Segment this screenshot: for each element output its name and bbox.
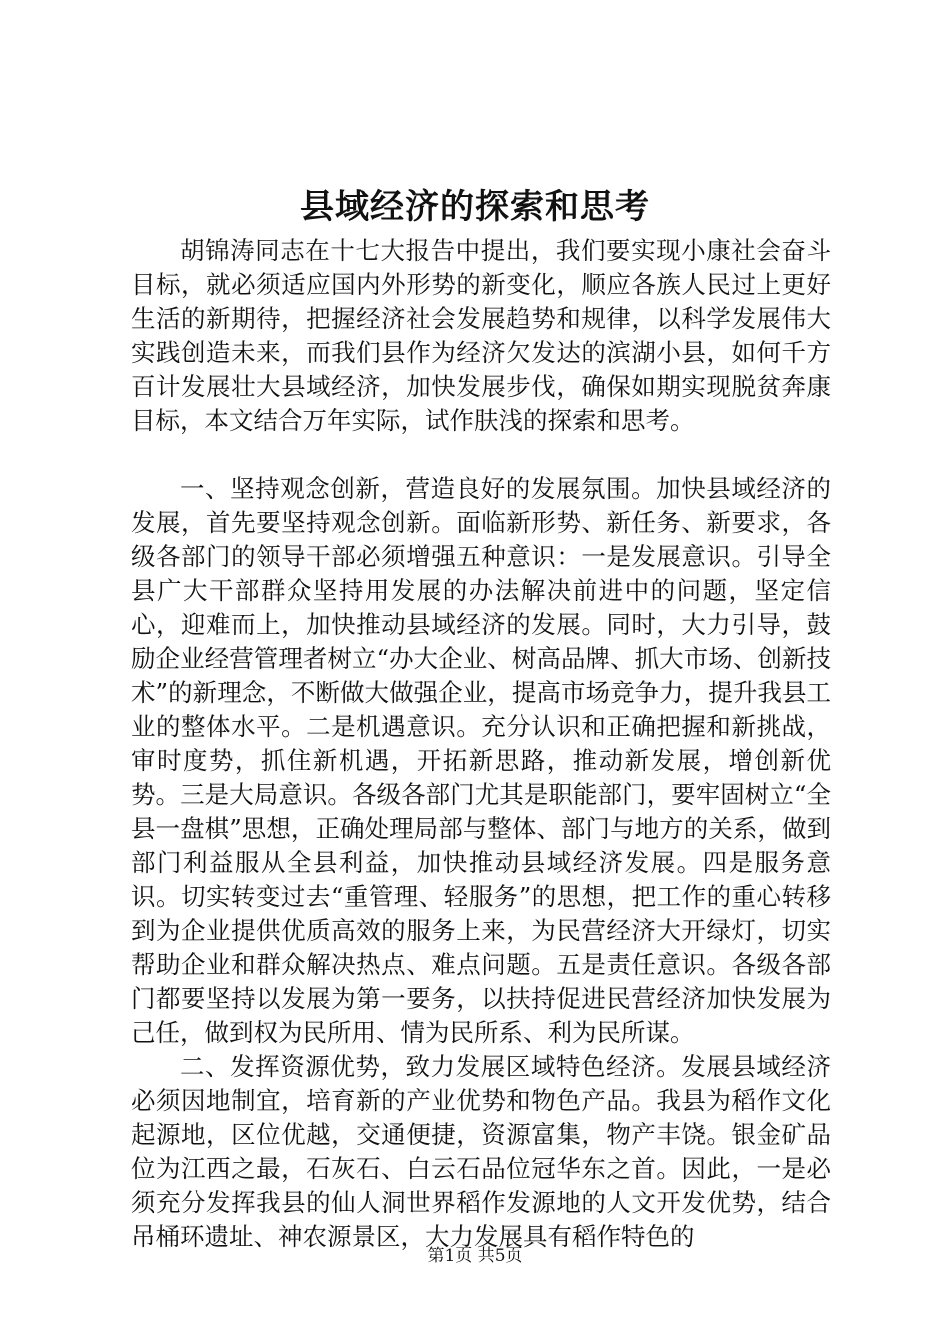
paragraph-section-2: 二、发挥资源优势，致力发展区域特色经济。发展县域经济必须因地制宜，培育新的产业优势和物色产品。我县为稻作文化起源地，区位优越，交通便捷，资源富集，物产丰饶。银金矿品位为江西之最，石灰石、白云石品位冠华东之首。因此，一是必须充分发挥我县的仙人洞世界稻作发源地的人文开发优势，结合吊桶环遗址、神农源景区，大力发展具有稻作特色的: [131, 1052, 831, 1251]
paragraph-intro: 胡锦涛同志在十七大报告中提出，我们要实现小康社会奋斗目标，就必须适应国内外形势的新变化，顺应各族人民过上更好生活的新期待，把握经济社会发展趋势和规律，以科学发展伟大实践创造未来，而我们县作为经济欠发达的滨湖小县，如何千方百计发展壮大县域经济，加快发展步伐，确保如期实现脱贫奔康目标，本文结合万年实际，试作肤浅的探索和思考。: [131, 236, 831, 435]
page-number-footer: 第1页 共5页: [427, 1246, 523, 1266]
paragraph-section-1: 一、坚持观念创新，营造良好的发展氛围。加快县域经济的发展，首先要坚持观念创新。面临新形势、新任务、新要求，各级各部门的领导干部必须增强五种意识：一是发展意识。引导全县广大干部群众坚持用发展的办法解决前进中的问题，坚定信心，迎难而上，加快推动县域经济的发展。同时，大力引导，鼓励企业经营管理者树立“办大企业、树高品牌、抓大市场、创新技术”的新理念，不断做大做强企业，提高市场竞争力，提升我县工业的整体水平。二是机遇意识。充分认识和正确把握和新挑战，审时度势，抓住新机遇，开拓新思路，推动新发展，增创新优势。三是大局意识。各级各部门尤其是职能部门，要牢固树立“全县一盘棋”思想，正确处理局部与整体、部门与地方的关系，做到部门利益服从全县利益，加快推动县域经济发展。四是服务意识。切实转变过去“重管理、轻服务”的思想，把工作的重心转移到为企业提供优质高效的服务上来，为民营经济大开绿灯，切实帮助企业和群众解决热点、难点问题。五是责任意识。各级各部门都要坚持以发展为第一要务，以扶持促进民营经济加快发展为己任，做到权为民所用、情为民所系、利为民所谋。: [131, 474, 831, 1047]
document-body: [131, 234, 831, 1254]
document-title: 县域经济的探索和思考: [300, 187, 650, 227]
